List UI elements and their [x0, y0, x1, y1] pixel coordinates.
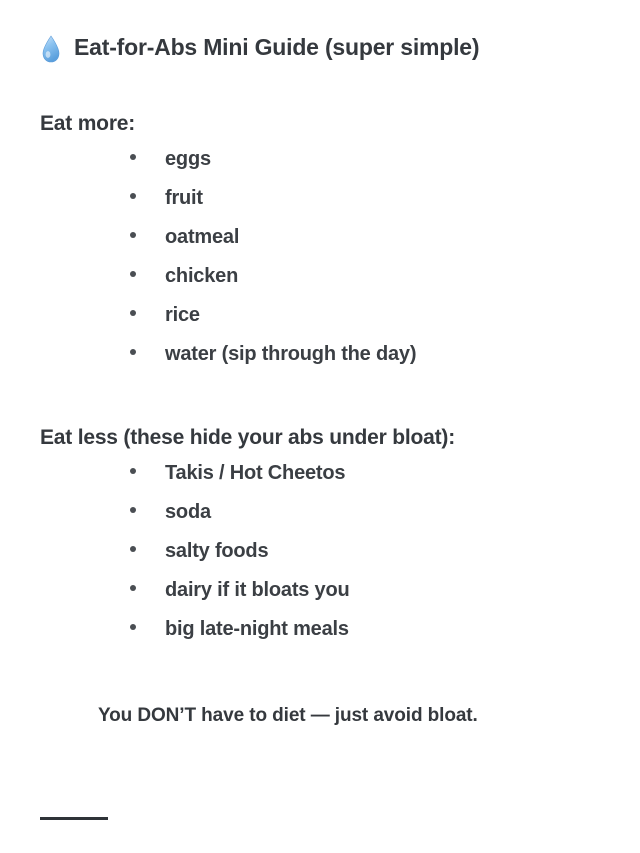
page-title	[40, 32, 608, 62]
list-item	[40, 538, 608, 577]
bullet-dot-icon	[130, 349, 136, 355]
bullet-dot-icon	[130, 193, 136, 199]
list-item	[40, 499, 608, 538]
list-item-label: dairy if it bloats you	[165, 579, 350, 601]
closing-note: You DON’T have to diet — just avoid bloat.	[98, 705, 478, 726]
list-item	[40, 577, 608, 616]
list-item-label: fruit	[165, 187, 203, 209]
eat-less-list	[40, 460, 608, 655]
bullet-dot-icon	[130, 468, 136, 474]
list-item	[40, 146, 608, 185]
list-item-label: salty foods	[165, 540, 269, 562]
bullet-dot-icon	[130, 232, 136, 238]
list-item-label: big late-night meals	[165, 618, 349, 640]
bullet-dot-icon	[130, 507, 136, 513]
bullet-dot-icon	[130, 546, 136, 552]
bullet-dot-icon	[130, 624, 136, 630]
list-item	[40, 341, 608, 380]
list-item	[40, 224, 608, 263]
list-item	[40, 302, 608, 341]
list-item-label: rice	[165, 304, 200, 326]
list-item-label: oatmeal	[165, 226, 240, 248]
list-item-label: soda	[165, 501, 211, 523]
list-item	[40, 263, 608, 302]
bullet-dot-icon	[130, 585, 136, 591]
list-item-label: eggs	[165, 148, 211, 170]
section-heading-eat-less: Eat less (these hide your abs under bloat):	[40, 426, 455, 449]
list-item	[40, 460, 608, 499]
bullet-dot-icon	[130, 310, 136, 316]
list-item	[40, 616, 608, 655]
section-heading-eat-more: Eat more:	[40, 112, 136, 135]
bullet-dot-icon	[130, 154, 136, 160]
list-item-label: chicken	[165, 265, 239, 287]
page-title-text: Eat-for-Abs Mini Guide (super simple)	[74, 34, 480, 60]
list-item-label: Takis / Hot Cheetos	[165, 462, 346, 484]
droplet-icon	[40, 34, 62, 64]
list-item	[40, 185, 608, 224]
list-item-label: water (sip through the day)	[165, 343, 417, 365]
bullet-dot-icon	[130, 271, 136, 277]
eat-more-list	[40, 146, 608, 380]
divider	[40, 817, 108, 820]
